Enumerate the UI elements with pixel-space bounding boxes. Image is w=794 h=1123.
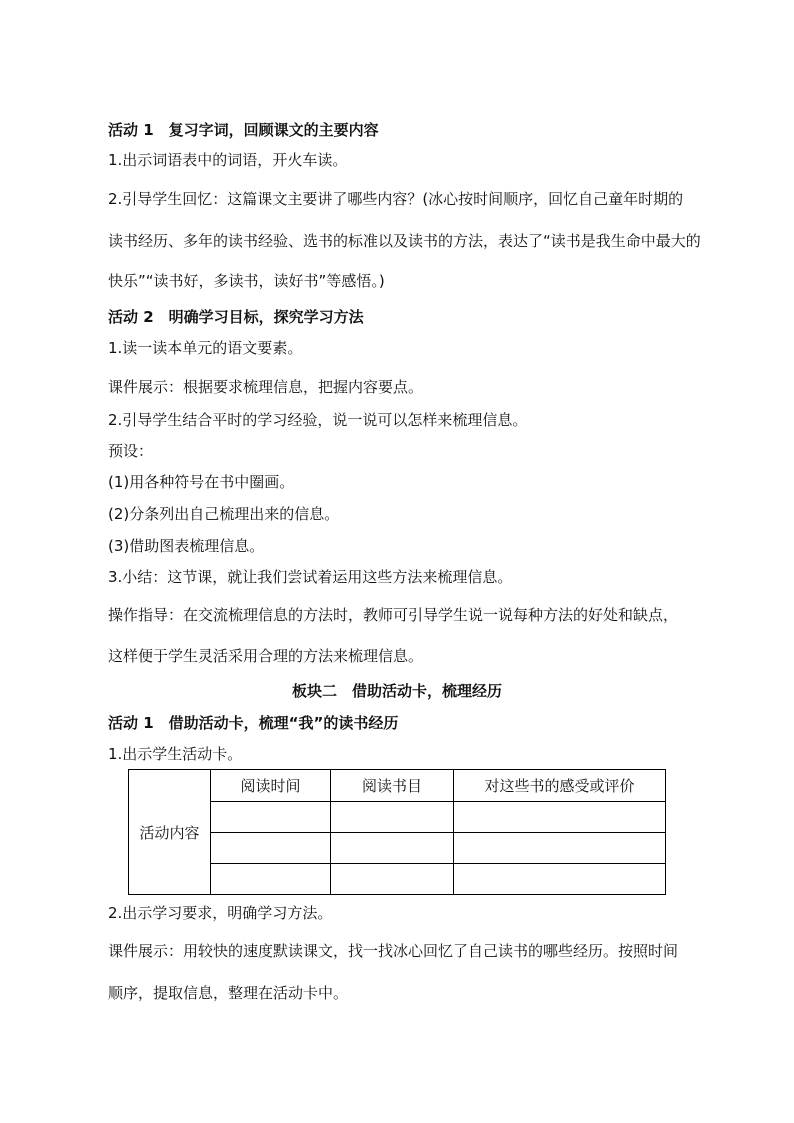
activity1-item2-line1: 2.引导学生回忆：这篇课文主要讲了哪些内容？(冰心按时间顺序，回忆自己童年时期的 bbox=[108, 190, 684, 208]
table-cell bbox=[454, 833, 666, 864]
section2-courseware-line1: 课件展示：用较快的速度默读课文，找一找冰心回忆了自己读书的哪些经历。按照时间 bbox=[108, 942, 679, 960]
activity-card-table bbox=[128, 769, 666, 895]
table-header-cell: 阅读时间 bbox=[211, 770, 331, 802]
table-row-label: 活动内容 bbox=[129, 770, 211, 895]
activity1-item2-line3: 快乐”“读书好，多读书，读好书”等感悟。) bbox=[108, 272, 385, 290]
table-header-cell: 对这些书的感受或评价 bbox=[454, 770, 666, 802]
preset-2: (2)分条列出自己梳理出来的信息。 bbox=[108, 505, 340, 523]
activity2-summary: 3.小结：这节课，就让我们尝试着运用这些方法来梳理信息。 bbox=[108, 568, 513, 586]
table-cell bbox=[454, 864, 666, 895]
activity1-item2-line2: 读书经历、多年的读书经验、选书的标准以及读书的方法，表达了“读书是我生命中最大的 bbox=[108, 232, 701, 250]
table-header-cell: 阅读书目 bbox=[331, 770, 454, 802]
table-cell bbox=[211, 802, 331, 833]
guide-line2: 这样便于学生灵活采用合理的方法来梳理信息。 bbox=[108, 647, 424, 665]
table-cell bbox=[331, 833, 454, 864]
table-cell bbox=[211, 833, 331, 864]
preset-3: (3)借助图表梳理信息。 bbox=[108, 537, 265, 555]
activity2-item2: 2.引导学生结合平时的学习经验，说一说可以怎样来梳理信息。 bbox=[108, 411, 528, 429]
activity2-item1: 1.读一读本单元的语文要素。 bbox=[108, 339, 303, 357]
activity2-courseware: 课件展示：根据要求梳理信息，把握内容要点。 bbox=[108, 378, 424, 396]
section2-title: 板块二 借助活动卡，梳理经历 bbox=[291, 682, 502, 700]
preset-1: (1)用各种符号在书中圈画。 bbox=[108, 473, 295, 491]
section2-activity1-item1: 1.出示学生活动卡。 bbox=[108, 745, 243, 763]
guide-line1: 操作指导：在交流梳理信息的方法时，教师可引导学生说一说每种方法的好处和缺点， bbox=[108, 606, 679, 624]
section2-courseware-line2: 顺序，提取信息，整理在活动卡中。 bbox=[108, 984, 349, 1002]
activity1-heading: 活动 1 复习字词，回顾课文的主要内容 bbox=[108, 121, 379, 139]
section2-activity1-item2: 2.出示学习要求，明确学习方法。 bbox=[108, 904, 333, 922]
table-cell bbox=[211, 864, 331, 895]
table-cell bbox=[454, 802, 666, 833]
table-header-row bbox=[129, 770, 666, 802]
preset-label: 预设： bbox=[108, 442, 154, 460]
activity2-heading: 活动 2 明确学习目标，探究学习方法 bbox=[108, 308, 364, 326]
table-cell bbox=[331, 864, 454, 895]
section2-activity1-heading: 活动 1 借助活动卡，梳理“我”的读书经历 bbox=[108, 714, 399, 732]
table-cell bbox=[331, 802, 454, 833]
activity1-item1: 1.出示词语表中的词语，开火车读。 bbox=[108, 151, 348, 169]
